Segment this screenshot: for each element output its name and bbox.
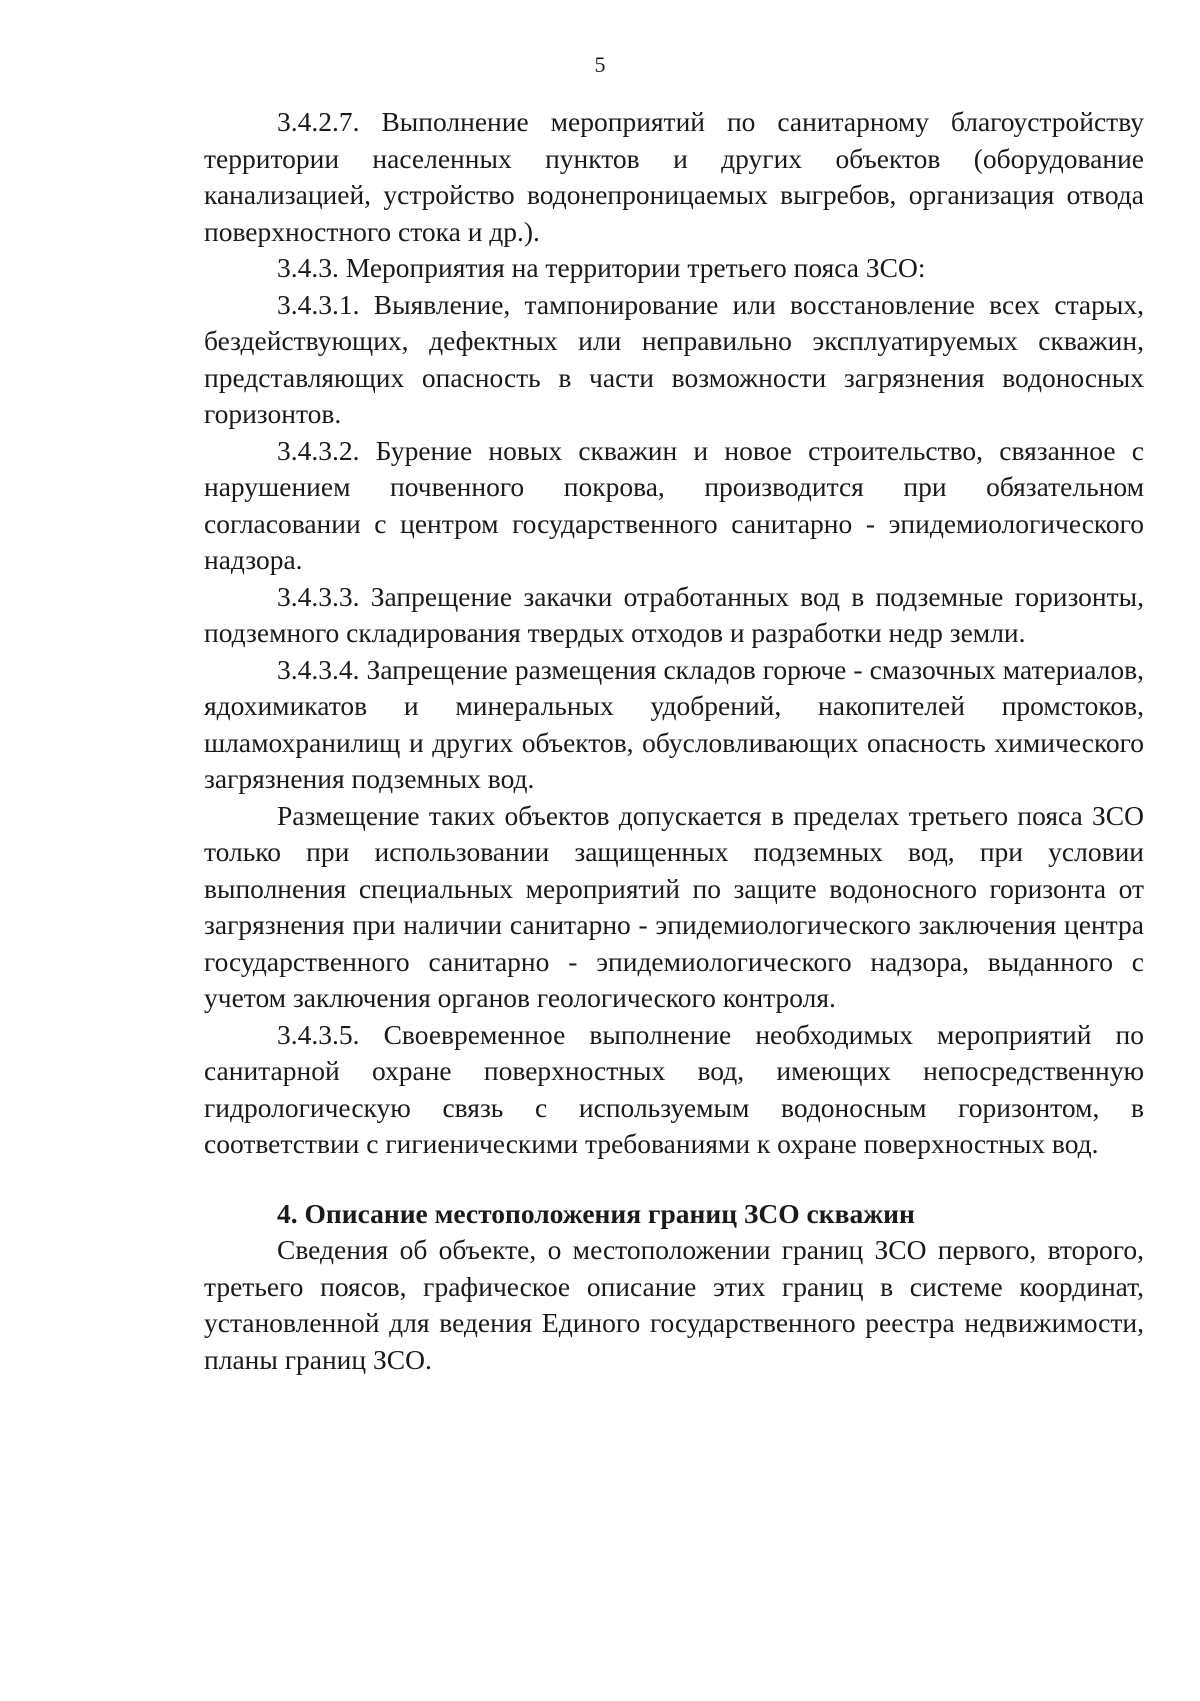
paragraph-3-4-3-2: 3.4.3.2. Бурение новых скважин и новое строительство, связанное с нарушением почвенного покрова, производится при обязательном согласовании с центром государственного санитарно - эпидемиологического надзора. <box>204 434 1144 575</box>
document-body <box>204 104 1144 1378</box>
section-4-text: Сведения об объекте, о местоположении границ ЗСО первого, второго, третьего поясов, графическое описание этих границ в системе координат, установленной для ведения Единого государственного реестра недвижимости, планы границ ЗСО. <box>204 1234 1144 1375</box>
paragraph-placement-conditions: Размещение таких объектов допускается в пределах третьего пояса ЗСО только при использовании защищенных подземных вод, при условии выполнения специальных мероприятий по защите водоносного горизонта от загрязнения при наличии санитарно - эпидемиологического заключения центра государственного санитарно - эпидемиологического надзора, выданного с учетом заключения органов геологического контроля. <box>204 799 1144 1013</box>
paragraph-3-4-3-1: 3.4.3.1. Выявление, тампонирование или восстановление всех старых, бездействующих, дефектных или неправильно эксплуатируемых скважин, представляющих опасность в части возможности загрязнения водоносных горизонтов. <box>204 288 1144 429</box>
paragraph-3-4-3-3: 3.4.3.3. Запрещение закачки отработанных вод в подземные горизонты, подземного складирования твердых отходов и разработки недр земли. <box>204 580 1144 648</box>
paragraph-3-4-3: 3.4.3. Мероприятия на территории третьего пояса ЗСО: <box>277 252 926 283</box>
page-number: 5 <box>594 52 606 77</box>
section-4-heading: 4. Описание местоположения границ ЗСО скважин <box>277 1197 915 1229</box>
paragraph-3-4-2-7: 3.4.2.7. Выполнение мероприятий по санитарному благоустройству территории населенных пунктов и других объектов (оборудование канализацией, устройство водонепроницаемых выгребов, организация отвода поверхностного стока и др.). <box>204 106 1144 247</box>
paragraph-3-4-3-4: 3.4.3.4. Запрещение размещения складов горюче - смазочных материалов, ядохимикатов и минеральных удобрений, накопителей промстоков, шламохранилищ и других объектов, обусловливающих опасность химического загрязнения подземных вод. <box>204 653 1144 794</box>
paragraph-3-4-3-5: 3.4.3.5. Своевременное выполнение необходимых мероприятий по санитарной охране поверхностных вод, имеющих непосредственную гидрологическую связь с используемым водоносным горизонтом, в соответствии с гигиеническими требованиями к охране поверхностных вод. <box>204 1018 1144 1159</box>
